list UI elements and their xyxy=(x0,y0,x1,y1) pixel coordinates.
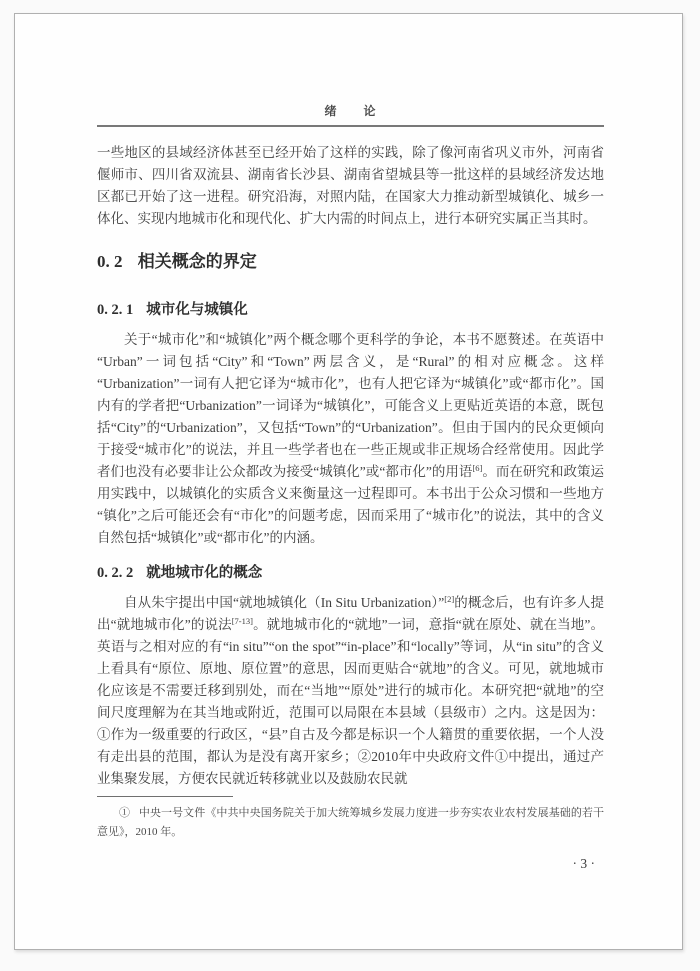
page-number xyxy=(573,856,596,872)
book-page xyxy=(14,13,683,950)
paragraph-0-2-2 xyxy=(97,592,604,790)
paragraph-0-2-1-text-b: 。而在研究和政策运用实践中，以城镇化的实质含义来衡量这一过程即可。本书出于公众习惯和一些地方“镇化”之后可能还会有“市化”的问题考虑，因而采用了“城市化”的说法，其中的含义自然包括“城镇化”或“都市化”的内涵。 xyxy=(97,464,604,545)
running-header xyxy=(97,102,604,119)
citation-ref-2: [2] xyxy=(444,594,455,604)
section-title: 相关概念的界定 xyxy=(137,252,257,271)
subsection-2-title: 就地城市化的概念 xyxy=(146,565,263,581)
paragraph-intro-text: 一些地区的县域经济体甚至已经开始了这样的实践，除了像河南省巩义市外，河南省偃师市、四川省双流县、湖南省长沙县、湖南省望城县等一批这样的县域经济发达地区都已开始了这一进程。研究沿海，对照内陆，在国家大力推动新型城镇化、城乡一体化、实现内地城市化和现代化、扩大内需的时间点上，进行本研究实属正当其时。 xyxy=(97,145,604,226)
running-header-title: 绪 论 xyxy=(324,104,377,118)
paragraph-0-2-1-text-a: 关于“城市化”和“城镇化”两个概念哪个更科学的争论，本书不愿赘述。在英语中“Urban”一词包括“City”和“Town”两层含义，是“Rural”的相对应概念。这样“Urbanization”一词有人把它译为“城市化”，也有人把它译为“城镇化”或“都市化”。国内有的学者把“Urbanization”一词译为“城镇化”，可能含义上更贴近英语的本意，既包括“City”的“Urbanization”，又包括“Town”的“Urbanization”。但由于国内的民众更倾向于接受“城市化”的说法，并且一些学者也在一些正规或非正规场合经常使用。因此学者们也没有必要非让公众都改为接受“城镇化”或“都市化”的用语 xyxy=(97,332,604,479)
subsection-1-number: 0. 2. 1 xyxy=(97,302,134,318)
citation-ref-6: [6] xyxy=(472,463,483,473)
subsection-heading-0-2-2 xyxy=(97,563,604,583)
footnote-text: 中央一号文件《中共中央国务院关于加大统筹城乡发展力度进一步夯实农业农村发展基础的若干意见》，2010 年。 xyxy=(97,807,604,838)
footnote xyxy=(97,804,604,842)
section-heading-0-2 xyxy=(97,250,604,274)
subsection-heading-0-2-1 xyxy=(97,300,604,320)
header-rule xyxy=(97,125,604,127)
footnote-marker: ① xyxy=(119,807,131,819)
subsection-1-title: 城市化与城镇化 xyxy=(146,302,248,318)
citation-ref-7-13: [7-13] xyxy=(231,616,253,626)
section-number: 0. 2 xyxy=(97,252,123,271)
page-body xyxy=(97,142,604,790)
footnote-section xyxy=(97,796,604,842)
paragraph-0-2-2-text-c: 。就地城市化的“就地”一词，意指“就在原处、就在当地”。英语与之相对应的有“in situ”“on the spot”“in-place”和“locally”等词，从“in situ”的含义上看具有“原位、原地、原位置”的意思，因而更贴合“就地”的含义。可见，就地城市化应该是不需要迁移到别处，而在“当地”“原处”进行的城市化。本研究把“就地”的空间尺度理解为在其当地或附近，范围可以局限在本县域（县级市）之内。这是因为：①作为一级重要的行政区，“县”自古及今都是标识一个人籍贯的重要依据，一个人没有走出县的范围，都认为是没有离开家乡；②2010年中央政府文件①中提出，通过产业集聚发展，方便农民就近转移就业以及鼓励农民就 xyxy=(97,617,605,786)
paragraph-0-2-1 xyxy=(97,329,604,549)
footnote-divider xyxy=(97,796,233,797)
subsection-2-number: 0. 2. 2 xyxy=(97,565,134,581)
paragraph-0-2-2-text-b: 的概念后，也有许多人提出“就地城市化”的说法 xyxy=(97,595,604,632)
paragraph-0-2-2-text-a: 自从朱宇提出中国“就地城镇化（In Situ Urbanization）” xyxy=(124,595,445,610)
page-number-text: · 3 · xyxy=(572,856,595,871)
paragraph-intro xyxy=(97,142,604,230)
